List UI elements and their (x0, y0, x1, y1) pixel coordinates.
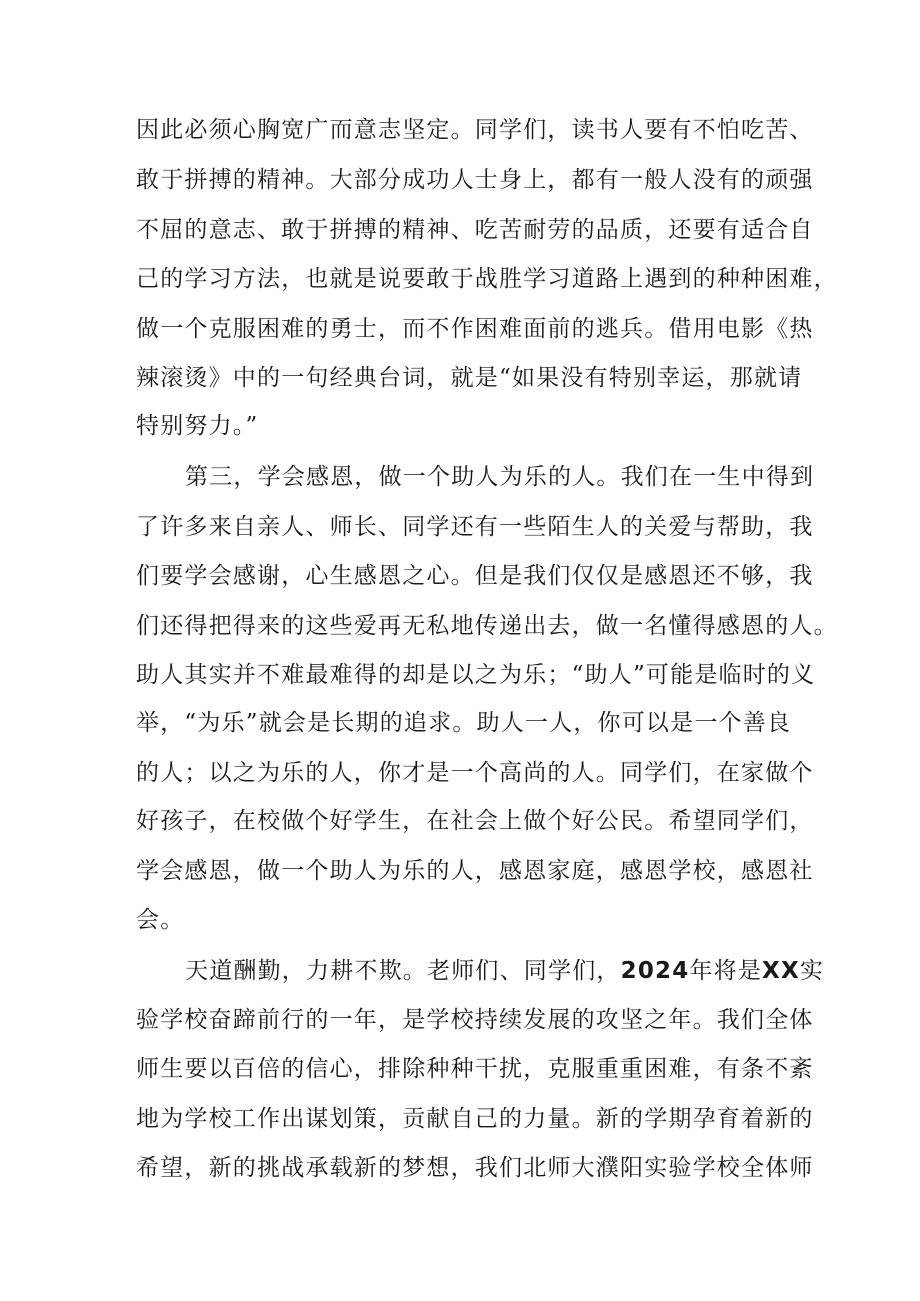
paragraph-2-line-10: 会。 (136, 907, 185, 933)
paragraph-3-line-2: 验学校奋蹄前行的一年，是学校持续发展的攻坚之年。我们全体 (136, 1007, 814, 1033)
paragraph-2-line-3: 们要学会感谢，心生感恩之心。但是我们仅仅是感恩还不够，我 (136, 563, 814, 589)
paragraph-1-line-7: 特别努力。” (136, 413, 259, 439)
year-number: 2024 (620, 958, 690, 984)
paragraph-2-line-5: 助人其实并不难最难得的却是以之为乐；“助人”可能是临时的义 (136, 662, 816, 688)
paragraph-1-line-3: 不屈的意志、敢于拼搏的精神、吃苦耐劳的品质，还要有适合自 (136, 217, 814, 243)
school-name-placeholder: XX (762, 958, 800, 984)
paragraph-3-line-4: 地为学校工作出谋划策，贡献自己的力量。新的学期孕育着新的 (136, 1106, 814, 1132)
paragraph-2-line-8: 好孩子，在校做个好学生，在社会上做个好公民。希望同学们， (136, 808, 814, 834)
paragraph-3-line-3: 师生要以百倍的信心，排除种种干扰，克服重重困难，有条不紊 (136, 1056, 814, 1082)
paragraph-2-line-6: 举，“为乐”就会是长期的追求。助人一人，你可以是一个善良 (136, 710, 792, 736)
paragraph-2-line-4: 们还得把得来的这些爱再无私地传递出去，做一名懂得感恩的人。 (136, 613, 838, 639)
paragraph-3-line-1-text-c: 实 (799, 958, 825, 984)
paragraph-3-line-1-text-a: 天道酬勤，力耕不欺。老师们、同学们， (185, 958, 621, 984)
paragraph-1-line-6: 辣滚烫》中的一句经典台词，就是“如果没有特别幸运，那就请 (136, 365, 803, 391)
paragraph-3-line-5: 希望，新的挑战承载新的梦想，我们北师大濮阳实验学校全体师 (136, 1155, 814, 1181)
paragraph-3-line-1 (185, 955, 824, 987)
paragraph-2-line-2: 了许多来自亲人、师长、同学还有一些陌生人的关爱与帮助，我 (136, 514, 814, 540)
paragraph-2-line-9: 学会感恩，做一个助人为乐的人，感恩家庭，感恩学校，感恩社 (136, 858, 814, 884)
paragraph-2-line-7: 的人；以之为乐的人，你才是一个高尚的人。同学们，在家做个 (136, 760, 814, 786)
paragraph-3-line-1-text-b: 年将是 (689, 958, 763, 984)
paragraph-1-line-2: 敢于拼搏的精神。大部分成功人士身上，都有一般人没有的顽强 (136, 167, 814, 193)
paragraph-1-line-5: 做一个克服困难的勇士，而不作困难面前的逃兵。借用电影《热 (136, 316, 814, 342)
paragraph-2-line-1: 第三，学会感恩，做一个助人为乐的人。我们在一生中得到 (185, 464, 815, 490)
paragraph-1-line-4: 己的学习方法，也就是说要敢于战胜学习道路上遇到的种种困难， (136, 266, 838, 292)
paragraph-1-line-1: 因此必须心胸宽广而意志坚定。同学们，读书人要有不怕吃苦、 (136, 117, 814, 143)
